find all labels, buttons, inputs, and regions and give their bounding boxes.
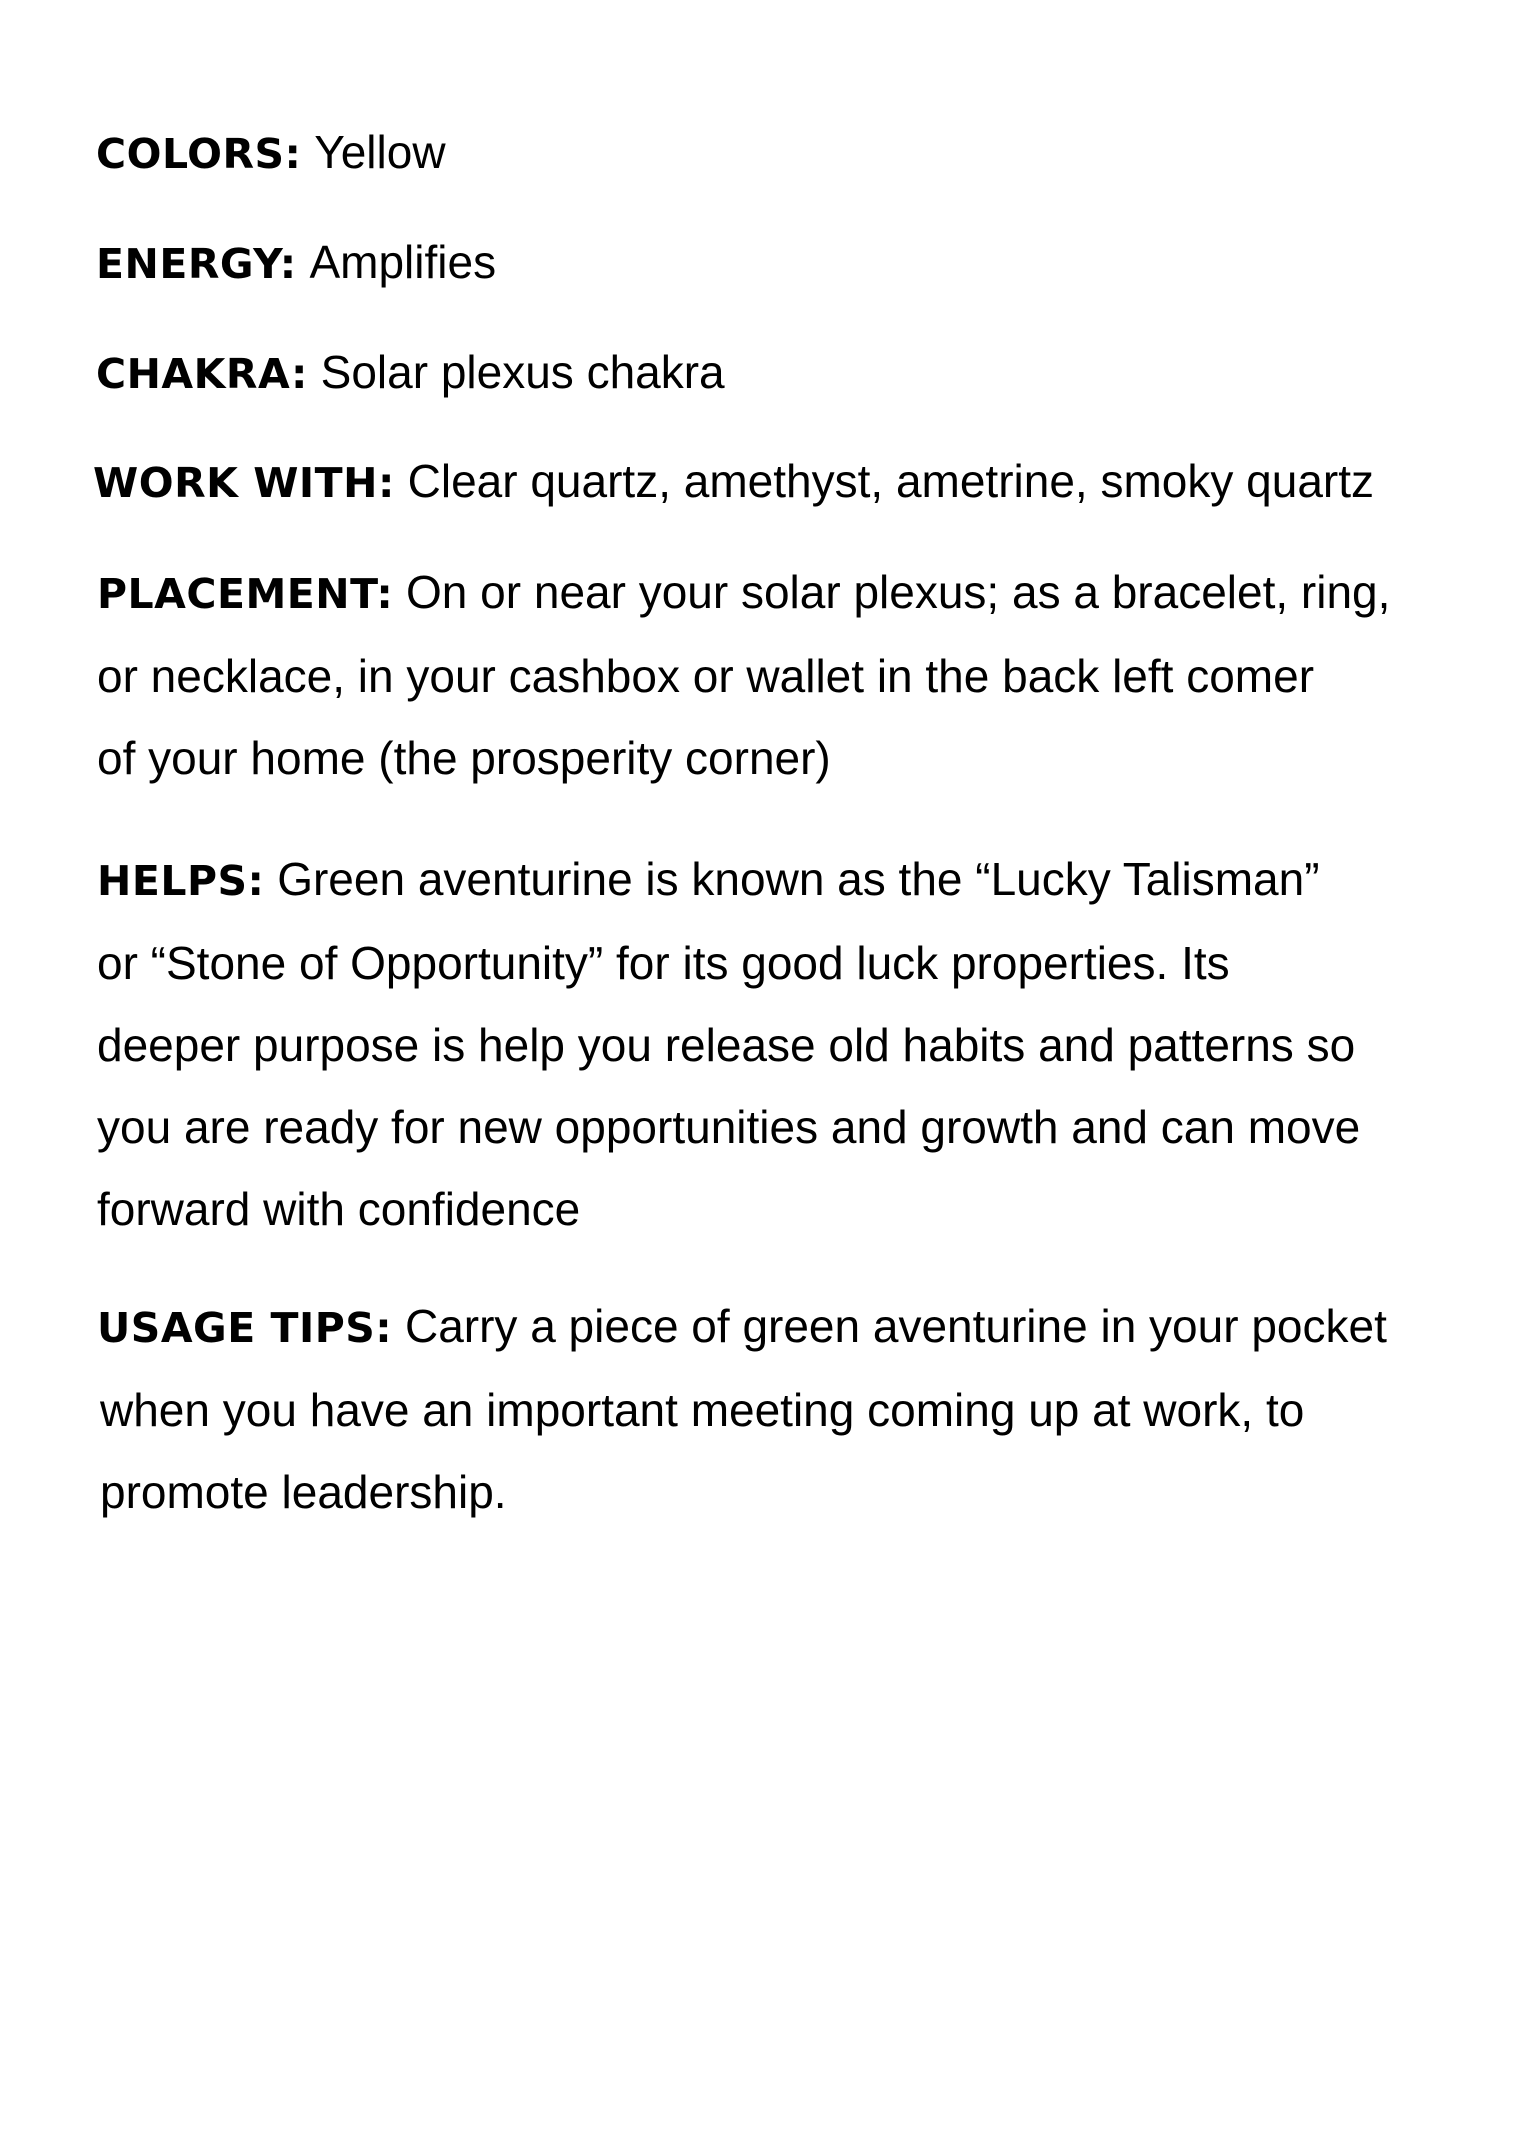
work-with-entry <box>93 440 1374 524</box>
usage-tips-line: promote leadership. <box>100 1466 507 1518</box>
colors-label: COLORS: <box>96 130 302 178</box>
usage-tips-entry <box>97 1285 1387 1533</box>
usage-tips-line: Carry a piece of green aventurine in your pocket <box>404 1300 1387 1352</box>
helps-line: or “Stone of Opportunity” for its good luck properties. Its <box>97 937 1230 989</box>
energy-entry <box>96 221 496 305</box>
placement-line: On or near your solar plexus; as a bracelet, ring, <box>406 566 1391 618</box>
helps-label: HELPS: <box>97 857 265 905</box>
helps-entry <box>97 838 1360 1250</box>
energy-label: ENERGY: <box>96 240 297 288</box>
colors-value: Yellow <box>314 126 446 178</box>
chakra-entry <box>96 331 725 415</box>
colors-entry <box>96 111 446 195</box>
helps-line: deeper purpose is help you release old habits and patterns so <box>97 1019 1356 1071</box>
helps-line: Green aventurine is known as the “Lucky Talisman” <box>277 853 1320 905</box>
placement-label: PLACEMENT: <box>97 570 394 618</box>
usage-tips-label: USAGE TIPS: <box>97 1304 393 1352</box>
placement-line: or necklace, in your cashbox or wallet in the back left comer <box>97 650 1315 702</box>
usage-tips-line: when you have an important meeting coming up at work, to <box>100 1384 1305 1436</box>
placement-line: of your home (the prosperity corner) <box>97 732 831 784</box>
chakra-label: CHAKRA: <box>96 350 308 398</box>
helps-line: you are ready for new opportunities and growth and can move <box>97 1101 1361 1153</box>
work-with-label: WORK WITH: <box>93 459 395 507</box>
chakra-value: Solar plexus chakra <box>320 346 725 398</box>
energy-value: Amplifies <box>309 236 497 288</box>
work-with-value: Clear quartz, amethyst, ametrine, smoky quartz <box>407 455 1374 507</box>
placement-entry <box>97 551 1390 799</box>
helps-line: forward with confidence <box>97 1183 581 1235</box>
